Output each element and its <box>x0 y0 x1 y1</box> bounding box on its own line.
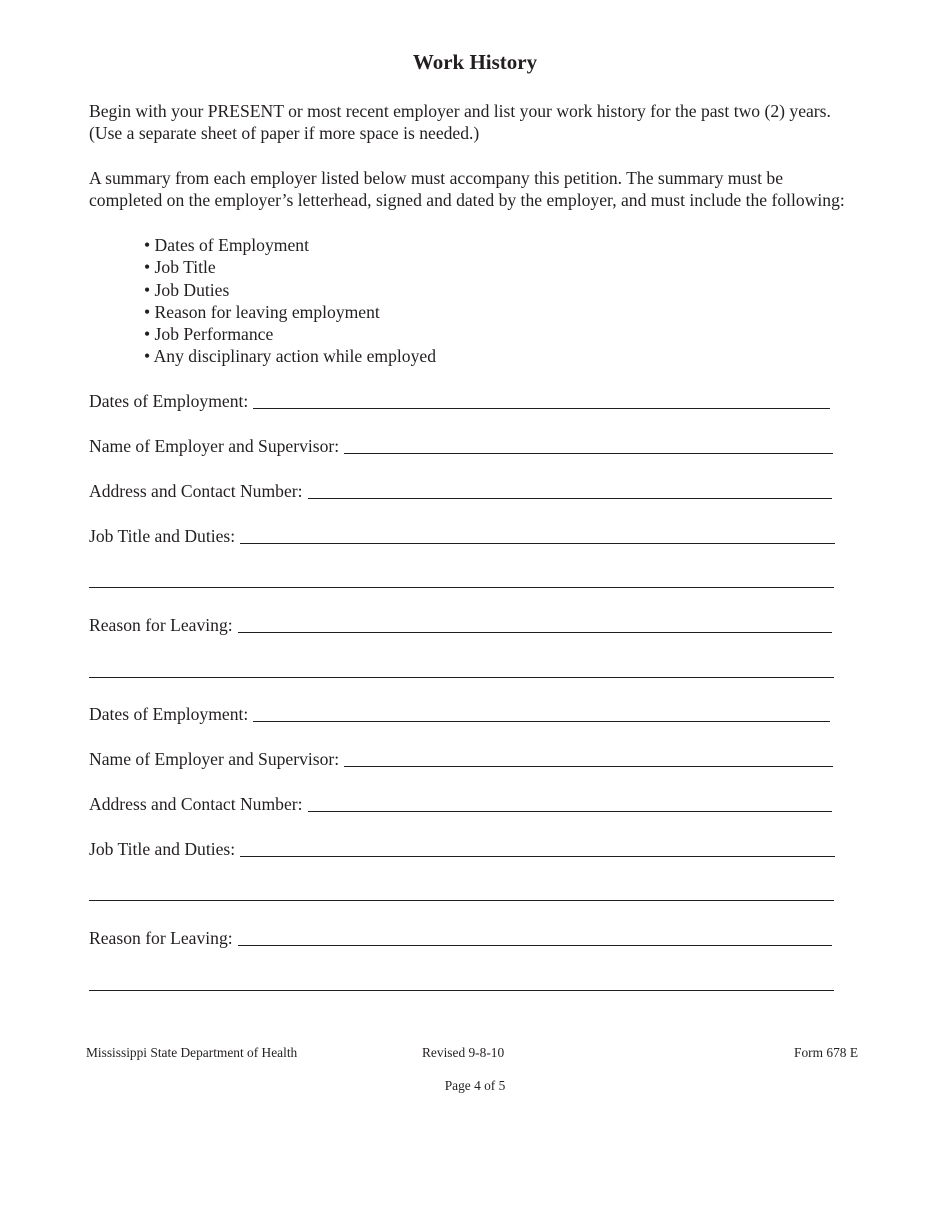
footer-revised: Revised 9-8-10 <box>422 1045 505 1060</box>
dates-input-line[interactable] <box>253 720 830 722</box>
employer-2-name-field[interactable] <box>89 748 833 770</box>
reason-label: Reason for Leaving: <box>89 928 233 948</box>
employer-1-job-continuation-line[interactable] <box>89 587 834 588</box>
requirements-list <box>144 234 436 368</box>
name-label: Name of Employer and Supervisor: <box>89 749 340 769</box>
intro-paragraph: Begin with your PRESENT or most recent employer and list your work history for the past two (2) years. (Use a separate sheet of paper if more space is needed.) <box>89 101 831 144</box>
employer-1-address-field[interactable] <box>89 480 832 502</box>
address-label: Address and Contact Number: <box>89 794 303 814</box>
job-input-line[interactable] <box>240 855 835 857</box>
list-item: • Any disciplinary action while employed <box>144 346 436 367</box>
employer-1-dates-field[interactable] <box>89 390 830 412</box>
address-input-line[interactable] <box>308 497 832 499</box>
job-label: Job Title and Duties: <box>89 839 236 859</box>
reason-label: Reason for Leaving: <box>89 615 233 635</box>
list-item: • Dates of Employment <box>144 235 309 255</box>
list-item: • Job Duties <box>144 279 230 300</box>
list-item: • Job Performance <box>144 324 274 345</box>
employer-2-reason-continuation-line[interactable] <box>89 990 834 991</box>
reason-input-line[interactable] <box>238 631 832 633</box>
address-label: Address and Contact Number: <box>89 481 303 501</box>
employer-1-name-field[interactable] <box>89 435 833 457</box>
address-input-line[interactable] <box>308 810 832 812</box>
employer-2-job-continuation-line[interactable] <box>89 900 834 901</box>
employer-2-job-field[interactable] <box>89 838 835 860</box>
list-item: • Reason for leaving employment <box>144 301 380 322</box>
name-input-line[interactable] <box>344 765 833 767</box>
employer-2-dates-field[interactable] <box>89 703 830 725</box>
dates-label: Dates of Employment: <box>89 704 249 724</box>
job-label: Job Title and Duties: <box>89 526 236 546</box>
employer-1-job-field[interactable] <box>89 525 835 547</box>
footer-form-number: Form 678 E <box>794 1045 858 1060</box>
employer-1-reason-field[interactable] <box>89 614 832 636</box>
employer-2-reason-field[interactable] <box>89 927 832 949</box>
footer-page-number: Page 4 of 5 <box>444 1078 506 1093</box>
reason-input-line[interactable] <box>238 944 832 946</box>
page-title: Work History <box>412 50 538 74</box>
dates-input-line[interactable] <box>253 407 830 409</box>
list-item: • Job Title <box>144 257 216 278</box>
employer-1-reason-continuation-line[interactable] <box>89 677 834 678</box>
employer-2-address-field[interactable] <box>89 793 832 815</box>
summary-paragraph: A summary from each employer listed below must accompany this petition. The summary must be completed on the employer’s letterhead, signed and dated by the employer, and must include the following: <box>89 168 845 211</box>
job-input-line[interactable] <box>240 542 835 544</box>
footer-department: Mississippi State Department of Health <box>86 1045 298 1060</box>
dates-label: Dates of Employment: <box>89 391 249 411</box>
name-label: Name of Employer and Supervisor: <box>89 436 340 456</box>
name-input-line[interactable] <box>344 452 833 454</box>
